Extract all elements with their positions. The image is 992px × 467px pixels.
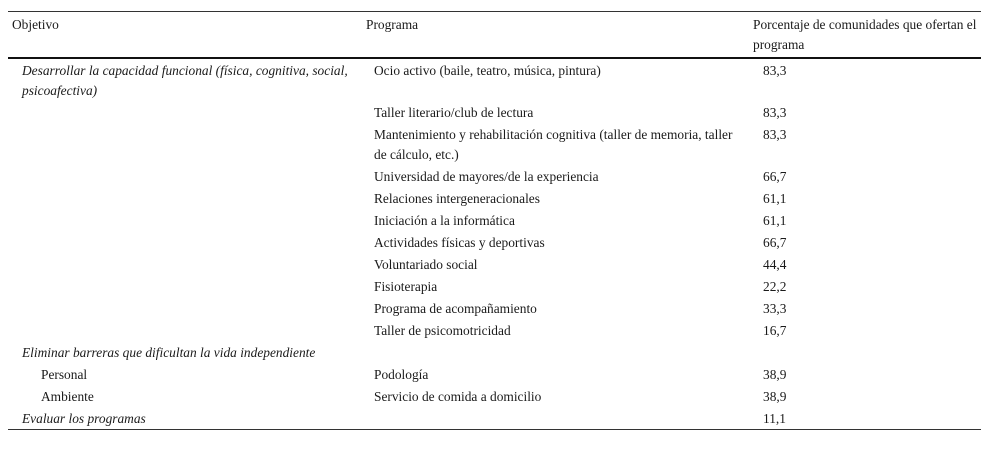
table-row: [8, 319, 981, 341]
objective-cell: [8, 231, 362, 253]
program-cell: Actividades físicas y deportivas: [374, 235, 545, 250]
percentage-cell: 22,2: [763, 279, 787, 294]
objective-cell: Desarrollar la capacidad funcional (física, cognitiva, social, psicoafectiva): [22, 63, 348, 98]
objective-cell: Eliminar barreras que dificultan la vida independiente: [22, 345, 316, 360]
programs-table: [8, 11, 981, 430]
sub-objective-cell: Personal: [41, 367, 88, 382]
program-cell: Mantenimiento y rehabilitación cognitiva (taller de memoria, taller de cálculo, etc.): [374, 127, 733, 162]
percentage-cell: 44,4: [763, 257, 787, 272]
program-cell: Taller de psicomotricidad: [374, 323, 511, 338]
percentage-cell: 83,3: [763, 127, 787, 142]
table-row: [8, 58, 981, 101]
program-cell: Universidad de mayores/de la experiencia: [374, 169, 599, 184]
program-cell: Ocio activo (baile, teatro, música, pintura): [374, 63, 601, 78]
program-cell: Relaciones intergeneracionales: [374, 191, 540, 206]
objective-cell: [8, 297, 362, 319]
table-row: [8, 209, 981, 231]
percentage-cell: 16,7: [763, 323, 787, 338]
program-cell: Iniciación a la informática: [374, 213, 515, 228]
percentage-cell: 83,3: [763, 63, 787, 78]
objective-cell: Evaluar los programas: [22, 411, 146, 426]
header-objective: Objetivo: [12, 17, 59, 32]
objective-cell: [8, 165, 362, 187]
percentage-cell: 61,1: [763, 213, 787, 228]
objective-cell: [8, 319, 362, 341]
objective-cell: [8, 123, 362, 165]
percentage-cell: 38,9: [763, 367, 787, 382]
percentage-cell: 11,1: [763, 411, 786, 426]
table-row: [8, 297, 981, 319]
header-percentage: Porcentaje de comunidades que ofertan el programa: [753, 17, 977, 52]
header-row: [8, 12, 981, 59]
program-cell: [362, 407, 749, 430]
program-cell: Taller literario/club de lectura: [374, 105, 534, 120]
percentage-cell: [749, 341, 981, 363]
table-row: [8, 385, 981, 407]
table-row: [8, 341, 981, 363]
program-cell: Voluntariado social: [374, 257, 478, 272]
header-program: Programa: [366, 17, 419, 32]
percentage-cell: 38,9: [763, 389, 787, 404]
percentage-cell: 83,3: [763, 105, 787, 120]
objective-cell: [8, 187, 362, 209]
table-body: [8, 58, 981, 430]
table-row: [8, 275, 981, 297]
table-header: [8, 12, 981, 59]
program-cell: [362, 341, 749, 363]
objective-cell: [8, 209, 362, 231]
objective-cell: [8, 253, 362, 275]
table-row: [8, 165, 981, 187]
percentage-cell: 61,1: [763, 191, 787, 206]
table-row: [8, 363, 981, 385]
table-row: [8, 231, 981, 253]
table-row: [8, 123, 981, 165]
table-row: [8, 101, 981, 123]
percentage-cell: 33,3: [763, 301, 787, 316]
sub-objective-cell: Ambiente: [41, 389, 94, 404]
table-row: [8, 187, 981, 209]
program-cell: Fisioterapia: [374, 279, 438, 294]
program-cell: Servicio de comida a domicilio: [374, 389, 542, 404]
objective-cell: [8, 101, 362, 123]
table-row: [8, 253, 981, 275]
objective-cell: [8, 275, 362, 297]
program-cell: Podología: [374, 367, 429, 382]
percentage-cell: 66,7: [763, 235, 787, 250]
program-cell: Programa de acompañamiento: [374, 301, 537, 316]
percentage-cell: 66,7: [763, 169, 787, 184]
table-row: [8, 407, 981, 430]
programs-table-container: [8, 11, 981, 430]
